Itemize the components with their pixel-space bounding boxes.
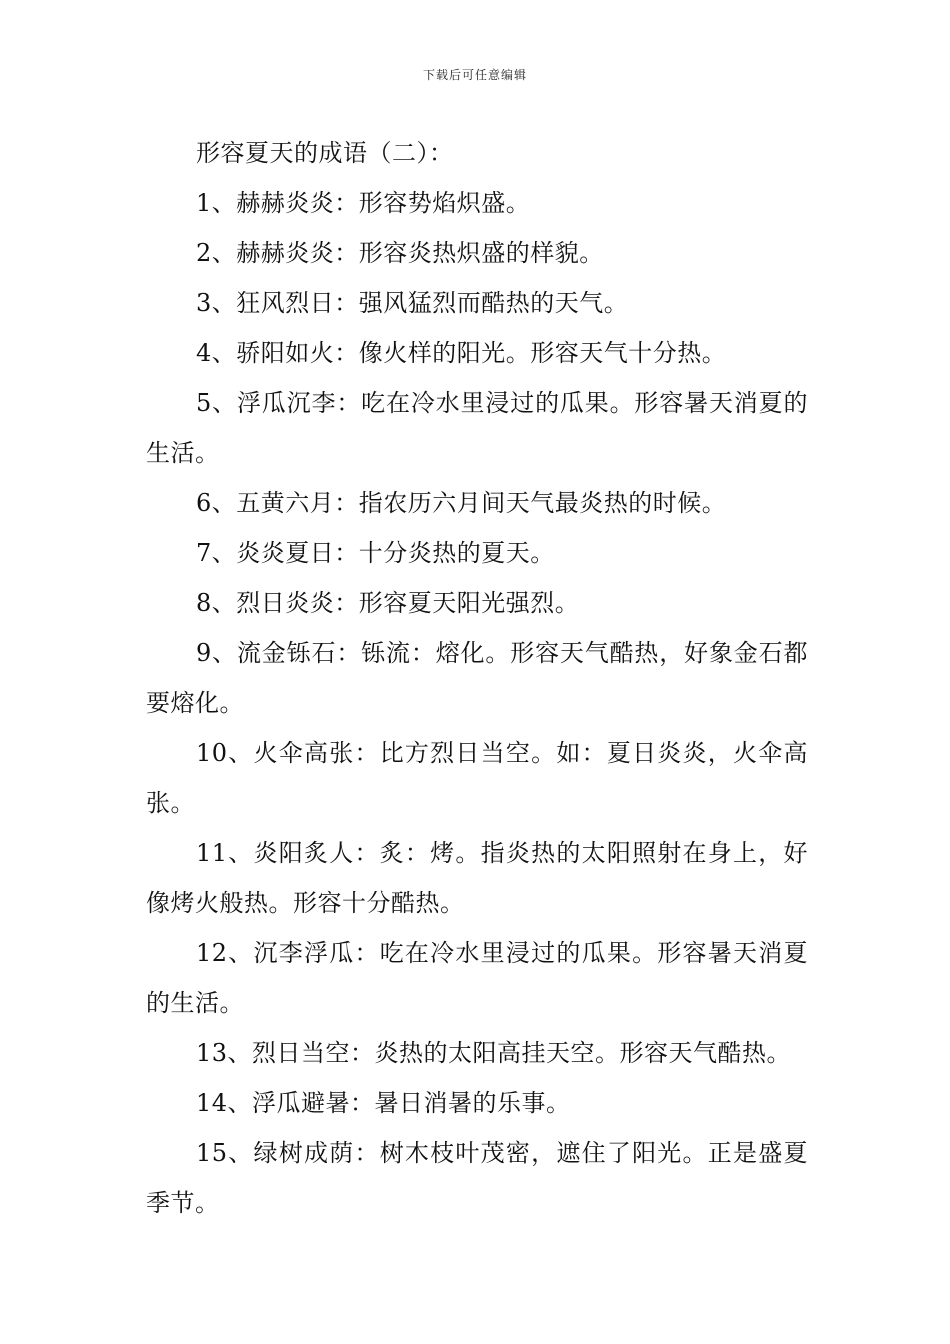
list-item: 2、赫赫炎炎：形容炎热炽盛的样貌。 xyxy=(196,239,604,267)
list-item: 1、赫赫炎炎：形容势焰炽盛。 xyxy=(196,189,531,217)
header-note: 下载后可任意编辑 xyxy=(422,68,527,82)
list-item: 4、骄阳如火：像火样的阳光。形容天气十分热。 xyxy=(196,339,727,367)
document-title: 形容夏天的成语（二）： xyxy=(196,139,454,167)
list-item: 8、烈日炎炎：形容夏天阳光强烈。 xyxy=(196,589,580,617)
list-item: 15、绿树成荫：树木枝叶茂密，遮住了阳光。正是盛夏季节。 xyxy=(146,1139,808,1217)
list-item: 14、浮瓜避暑：暑日消暑的乐事。 xyxy=(196,1089,571,1117)
list-item: 6、五黄六月：指农历六月间天气最炎热的时候。 xyxy=(196,489,727,517)
list-item: 3、狂风烈日：强风猛烈而酷热的天气。 xyxy=(196,289,629,317)
list-item: 9、流金铄石：铄流：熔化。形容天气酷热，好象金石都要熔化。 xyxy=(146,639,808,717)
document-body xyxy=(146,128,808,1228)
list-item: 11、炎阳炙人：炙：烤。指炎热的太阳照射在身上，好像烤火般热。形容十分酷热。 xyxy=(146,839,808,917)
list-item: 10、火伞高张：比方烈日当空。如：夏日炎炎，火伞高张。 xyxy=(146,739,808,817)
list-item: 7、炎炎夏日：十分炎热的夏天。 xyxy=(196,539,555,567)
list-item: 5、浮瓜沉李：吃在冷水里浸过的瓜果。形容暑天消夏的生活。 xyxy=(146,389,808,467)
list-item: 12、沉李浮瓜：吃在冷水里浸过的瓜果。形容暑天消夏的生活。 xyxy=(146,939,808,1017)
list-item: 13、烈日当空：炎热的太阳高挂天空。形容天气酷热。 xyxy=(196,1039,792,1067)
